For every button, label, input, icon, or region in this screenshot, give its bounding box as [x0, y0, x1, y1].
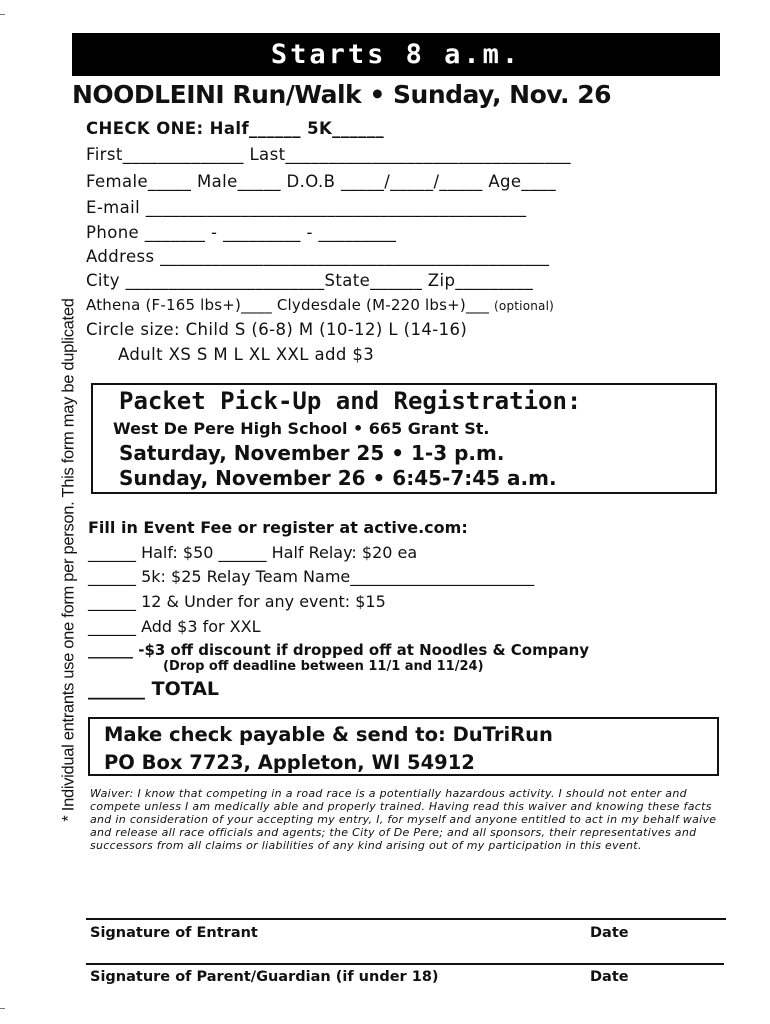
start-time-banner: Starts 8 a.m. — [72, 33, 720, 76]
name-field[interactable]: First______________ Last_________________________________ — [86, 145, 571, 164]
phone-field[interactable]: Phone _______ - _________ - _________ — [86, 223, 397, 242]
adult-size-options[interactable]: Adult XS S M L XL XXL add $3 — [118, 345, 375, 364]
entrant-date-label: Date — [590, 925, 629, 941]
entrant-signature-line[interactable] — [86, 918, 726, 920]
athena-clydesdale-field[interactable] — [86, 296, 554, 314]
fee-heading: Fill in Event Fee or register at active.com: — [88, 518, 468, 537]
email-field[interactable]: E-mail ____________________________________________ — [86, 198, 527, 217]
packet-date-sunday: Sunday, November 26 • 6:45-7:45 a.m. — [119, 466, 557, 490]
packet-location: West De Pere High School • 665 Grant St. — [113, 419, 490, 438]
fee-under-12[interactable]: ______ 12 & Under for any event: $15 — [88, 592, 386, 611]
parent-signature-label: Signature of Parent/Guardian (if under 18) — [90, 969, 439, 985]
athena-clydesdale-label: Athena (F-165 lbs+)____ Clydesdale (M-220 lbs+)___ — [86, 296, 490, 314]
fee-5k-relay-team[interactable]: ______ 5k: $25 Relay Team Name_______________________ — [88, 567, 535, 586]
scan-edge-mark — [0, 1008, 5, 1009]
duplicate-note: * Individual entrants use one form per person. This form may be duplicated — [59, 298, 78, 822]
packet-date-saturday: Saturday, November 25 • 1-3 p.m. — [119, 441, 505, 465]
address-field[interactable]: Address _____________________________________________ — [86, 247, 550, 266]
check-one-field[interactable]: CHECK ONE: Half______ 5K______ — [86, 119, 385, 138]
city-state-zip-field[interactable]: City _______________________State______ Zip_________ — [86, 271, 534, 290]
payment-box — [88, 717, 719, 776]
packet-pickup-box — [91, 383, 717, 494]
fee-half[interactable]: ______ Half: $50 ______ Half Relay: $20 ea — [88, 543, 418, 562]
fee-discount[interactable]: ______ -$3 off discount if dropped off at Noodles & Company — [88, 641, 590, 659]
child-size-options[interactable]: Circle size: Child S (6-8) M (10-12) L (14-16) — [86, 320, 468, 339]
waiver-text: Waiver: I know that competing in a road race is a potentially hazardous activity. I should not enter and compete unless I am medically able and properly trained. Having read this waiver and knowing these facts and in consideration of your accepting my entry, I, for myself and anyone entitled to act in my behalf waive and release all race officials and agents; the City of De Pere; and all sponsors, their representatives and successors from all claims or liabilities of any kind arising out of my participation in this event. — [90, 787, 717, 852]
event-title: NOODLEINI Run/Walk • Sunday, Nov. 26 — [72, 80, 612, 109]
gender-dob-field[interactable]: Female_____ Male_____ D.O.B _____/_____/_____ Age____ — [86, 172, 557, 191]
packet-title: Packet Pick-Up and Registration: — [119, 387, 582, 415]
fee-total[interactable]: ______ TOTAL — [88, 678, 220, 700]
scan-edge-mark — [0, 14, 5, 15]
mailing-address: PO Box 7723, Appleton, WI 54912 — [104, 751, 475, 774]
parent-signature-line[interactable] — [86, 963, 724, 965]
payable-to: Make check payable & send to: DuTriRun — [104, 723, 553, 746]
dropoff-deadline: (Drop off deadline between 11/1 and 11/24) — [163, 659, 484, 674]
entrant-signature-label: Signature of Entrant — [90, 925, 258, 941]
parent-date-label: Date — [590, 969, 629, 985]
optional-label: (optional) — [494, 299, 555, 313]
fee-xxl[interactable]: ______ Add $3 for XXL — [88, 617, 261, 636]
